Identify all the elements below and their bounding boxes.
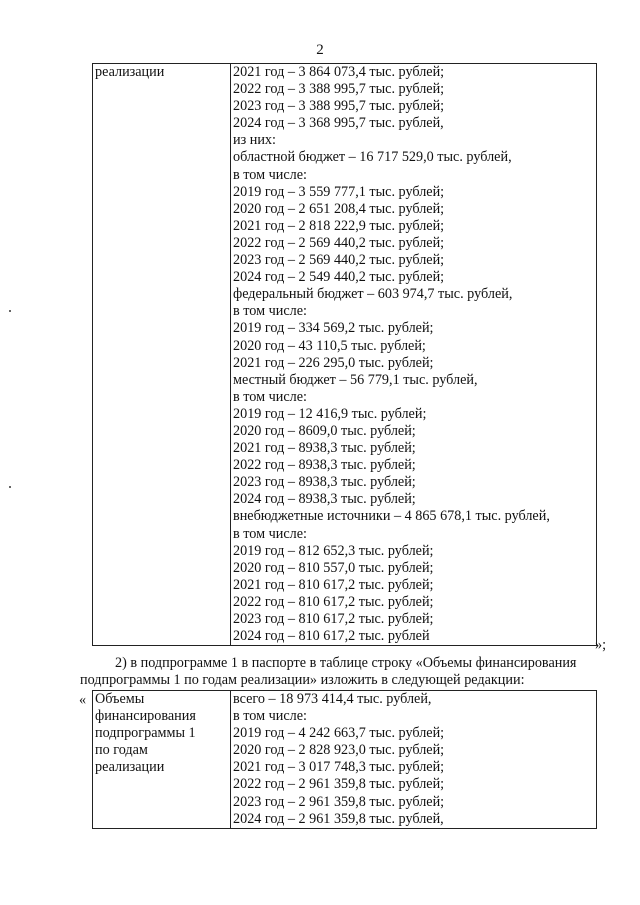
list-item: финансирования [95,708,196,725]
page-number: 2 [316,42,324,58]
list-item: федеральный бюджет – 603 974,7 тыс. рублей, [233,286,513,303]
list-item: 2023 год – 810 617,2 тыс. рублей; [233,611,434,627]
list-item: 2021 год – 810 617,2 тыс. рублей; [233,576,434,593]
table-row [93,64,597,646]
financing-table-2 [92,690,597,829]
list-item: 2020 год – 8609,0 тыс. рублей; [233,422,416,439]
paragraph-line-2: подпрограммы 1 по годам реализации» изложить в следующей редакции: [80,672,525,688]
list-item: 2021 год – 3 017 748,3 тыс. рублей; [233,759,445,776]
list-item: в том числе: [233,388,307,405]
opening-quote: « [79,692,87,708]
list-item: всего – 18 973 414,4 тыс. рублей, [233,691,432,707]
label-text: реализации [95,64,165,80]
list-item: 2023 год – 2 569 440,2 тыс. рублей; [233,252,445,269]
list-item: 2020 год – 2 828 923,0 тыс. рублей; [233,742,445,759]
list-item: 2021 год – 8938,3 тыс. рублей; [233,440,416,457]
list-item: 2021 год – 226 295,0 тыс. рублей; [233,354,434,371]
list-item: в том числе: [233,525,307,542]
list-item: 2020 год – 2 651 208,4 тыс. рублей; [233,200,445,217]
list-item: 2024 год – 8938,3 тыс. рублей; [233,491,416,508]
list-item: 2022 год – 8938,3 тыс. рублей; [233,457,416,474]
list-item: 2021 год – 2 818 222,9 тыс. рублей; [233,217,445,234]
list-item: 2024 год – 810 617,2 тыс. рублей [233,628,430,645]
list-item: 2019 год – 334 569,2 тыс. рублей; [233,320,434,337]
list-item: в том числе: [233,166,307,183]
list-item: местный бюджет – 56 779,1 тыс. рублей, [233,371,478,388]
list-item: 2023 год – 8938,3 тыс. рублей; [233,474,416,491]
list-item: 2024 год – 3 368 995,7 тыс. рублей, [233,115,444,132]
table-values-cell [231,691,597,829]
list-item: по годам [95,742,148,759]
list-item: 2019 год – 4 242 663,7 тыс. рублей; [233,725,445,742]
list-item: в том числе: [233,303,307,320]
list-item: 2024 год – 2 549 440,2 тыс. рублей; [233,269,445,286]
list-item: 2019 год – 12 416,9 тыс. рублей; [233,405,427,422]
list-item: 2020 год – 810 557,0 тыс. рублей; [233,559,434,576]
instruction-paragraph [80,655,593,689]
table-values-cell [231,64,597,646]
list-item: 2019 год – 812 652,3 тыс. рублей; [233,542,434,559]
list-item: 2023 год – 2 961 359,8 тыс. рублей; [233,793,445,810]
list-item: областной бюджет – 16 717 529,0 тыс. рублей, [233,149,512,166]
list-item: 2023 год – 3 388 995,7 тыс. рублей; [233,98,445,115]
paragraph-line-1: 2) в подпрограмме 1 в паспорте в таблице строку «Объемы финансирования [115,655,577,671]
list-item: 2019 год – 3 559 777,1 тыс. рублей; [233,183,445,200]
scan-speck [9,310,11,312]
list-item: реализации [95,759,165,776]
list-item: Объемы [95,691,145,707]
scan-speck [9,486,11,488]
list-item: 2024 год – 2 961 359,8 тыс. рублей, [233,810,444,827]
list-item: из них: [233,132,276,149]
closing-quote: »; [595,637,607,653]
list-item: 2022 год – 3 388 995,7 тыс. рублей; [233,81,445,98]
list-item: подпрограммы 1 [95,725,196,742]
list-item: внебюджетные источники – 4 865 678,1 тыс. рублей, [233,508,550,525]
list-item: 2022 год – 810 617,2 тыс. рублей; [233,593,434,610]
list-item: в том числе: [233,708,307,725]
list-item: 2022 год – 2 961 359,8 тыс. рублей; [233,776,445,793]
table-label-cell [93,64,231,646]
table-row [93,691,597,829]
list-item: 2021 год – 3 864 073,4 тыс. рублей; [233,64,445,80]
table-label-cell [93,691,231,829]
list-item: 2020 год – 43 110,5 тыс. рублей; [233,337,426,354]
list-item: 2022 год – 2 569 440,2 тыс. рублей; [233,234,445,251]
financing-table-1 [92,63,597,646]
